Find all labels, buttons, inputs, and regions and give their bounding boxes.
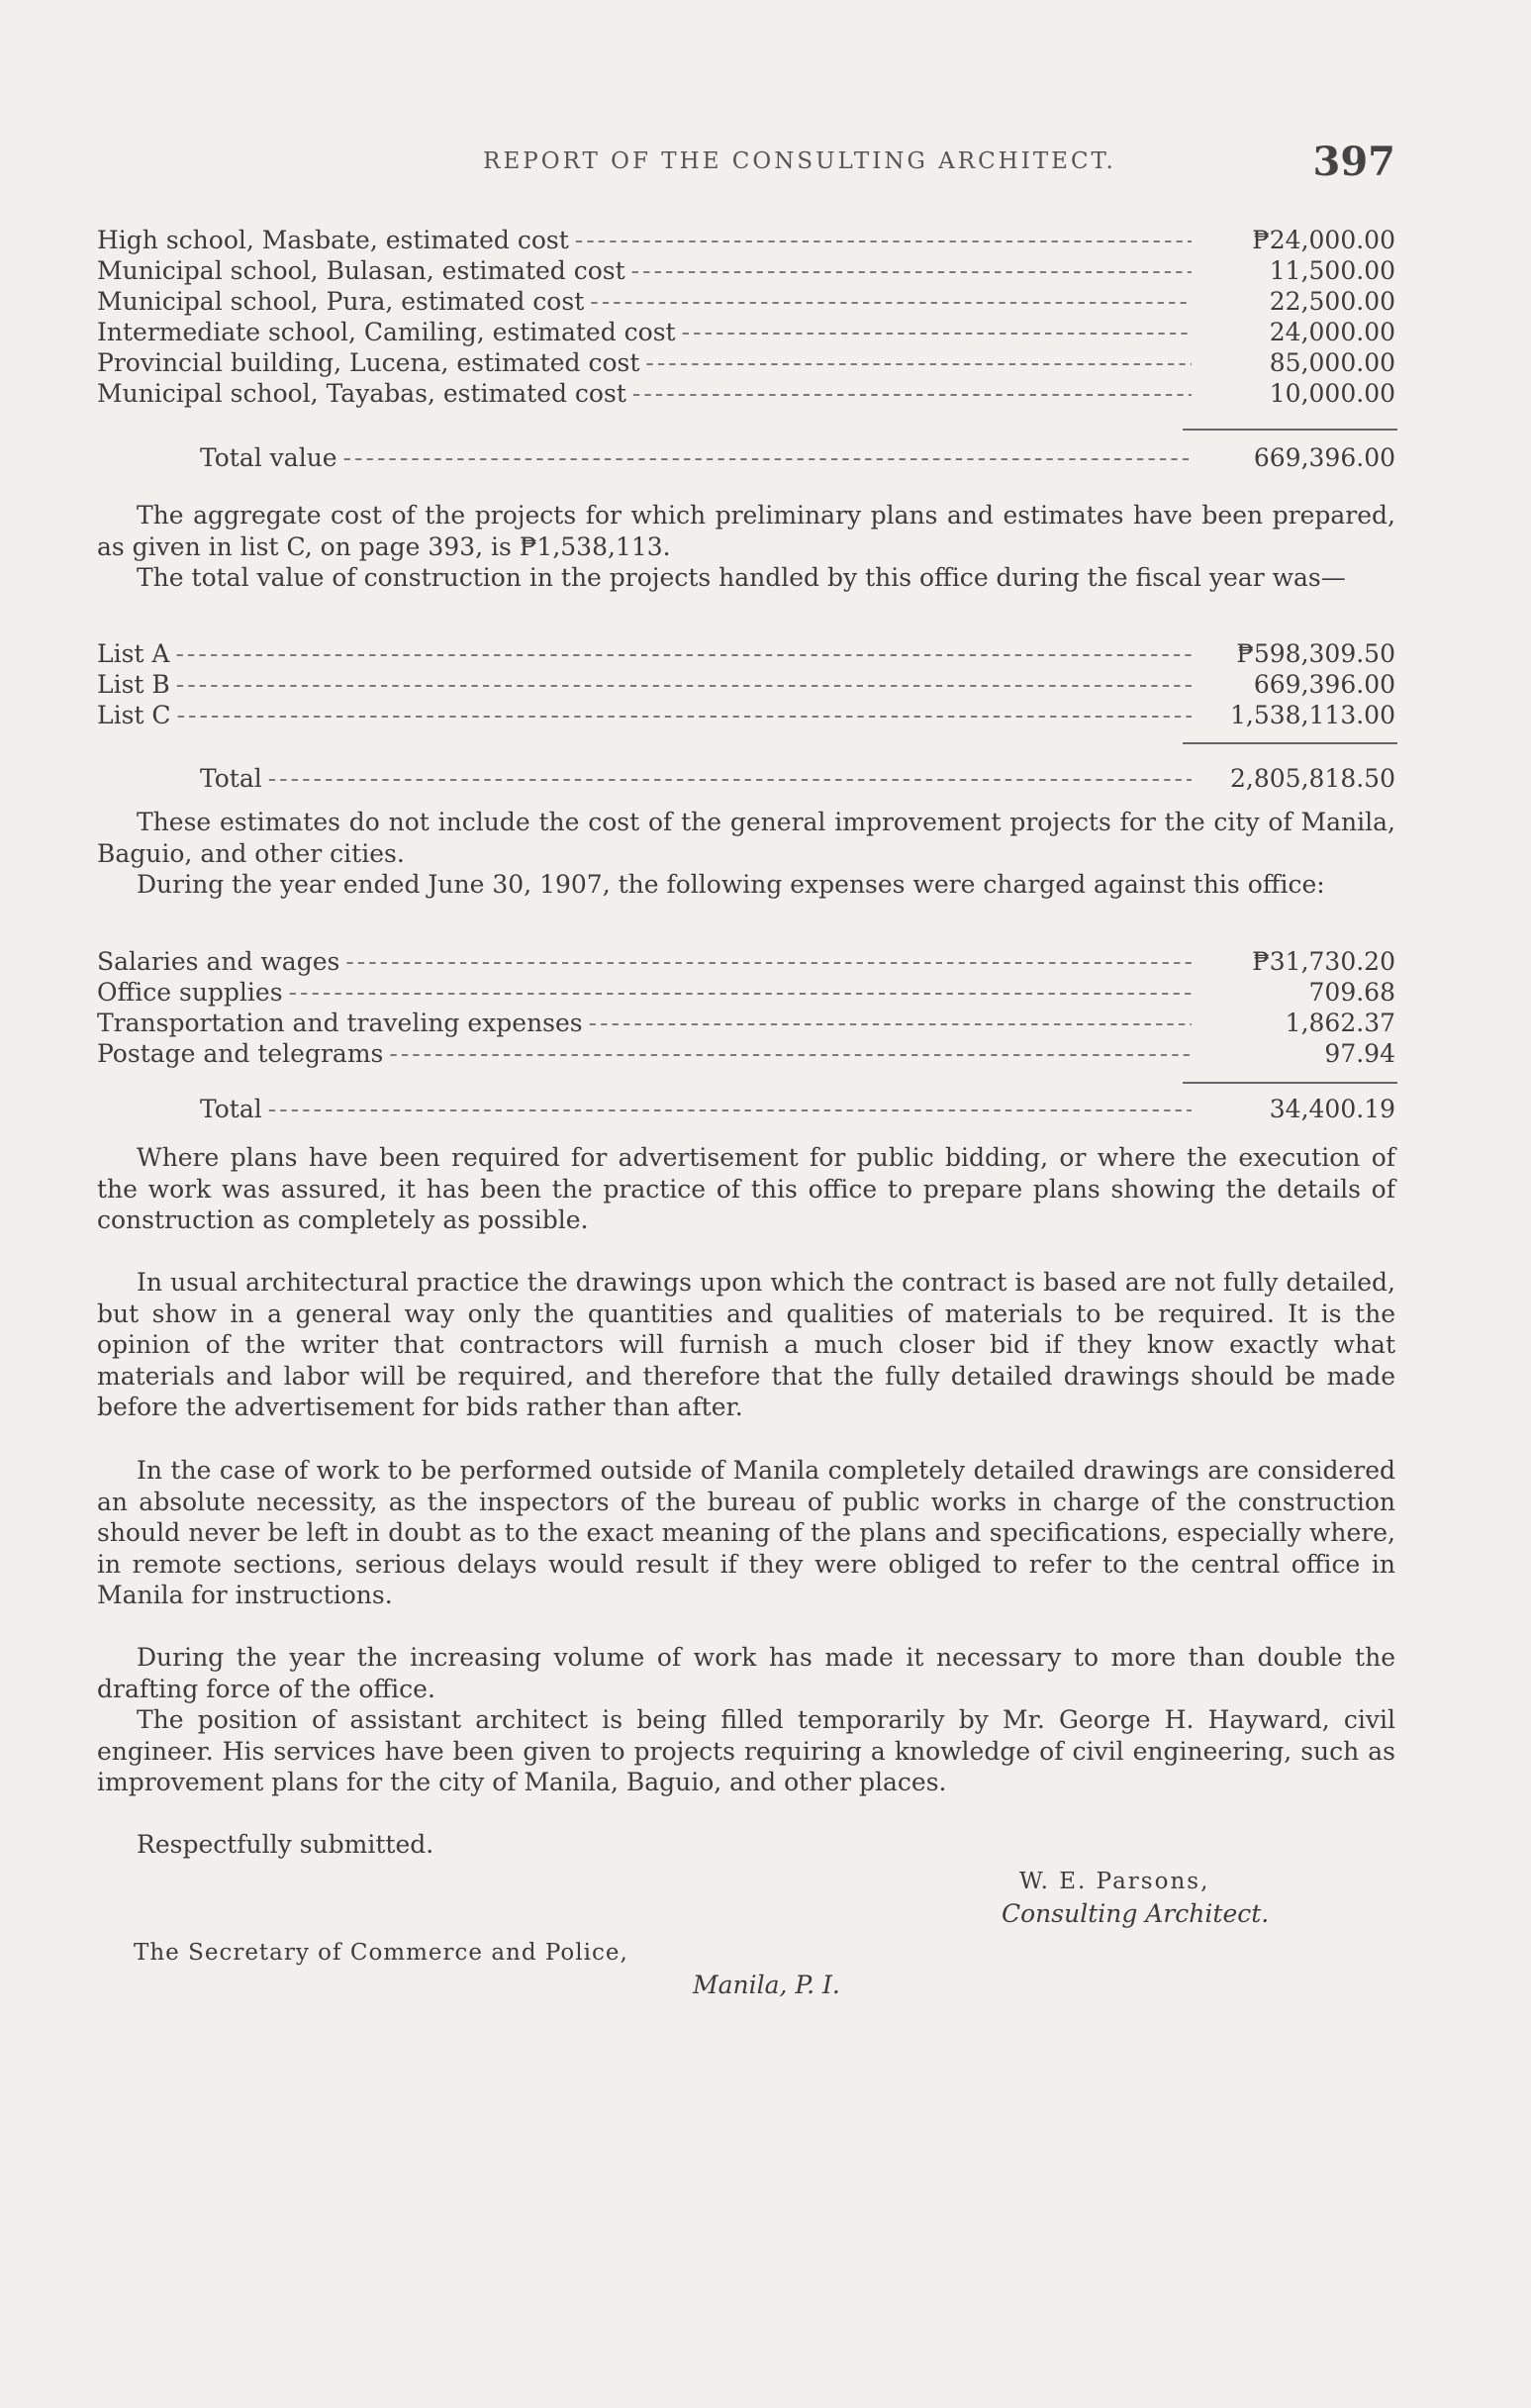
signature-title: Consulting Architect. — [1002, 1899, 1270, 1928]
item-amount: 85,000.00 — [1269, 348, 1395, 377]
table-row — [97, 225, 1395, 255]
signature-name: W. E. Parsons, — [1019, 1869, 1210, 1894]
table-row — [97, 317, 1395, 347]
total-label: Total — [200, 1095, 262, 1123]
item-label: Salaries and wages — [97, 947, 340, 976]
item-label: Postage and telegrams — [97, 1039, 384, 1068]
paragraph-total-intro: The total value of construction in the projects handled by this office during the fiscal year was— — [137, 563, 1346, 592]
table-row — [97, 669, 1395, 700]
item-amount: 709.68 — [1308, 978, 1395, 1007]
page-header — [97, 139, 1395, 198]
item-label: Intermediate school, Camiling, estimated cost — [97, 318, 676, 346]
table-row — [97, 1038, 1395, 1069]
item-label: Municipal school, Bulasan, estimated cost — [97, 256, 625, 285]
running-title: REPORT OF THE CONSULTING ARCHITECT. — [483, 148, 1116, 174]
total-amount: 2,805,818.50 — [1230, 764, 1395, 793]
sum-rule — [1183, 429, 1397, 431]
expenses-total — [97, 1094, 1395, 1124]
list-b-table — [97, 225, 1395, 409]
total-row — [97, 1094, 1395, 1124]
paragraph-aggregate: The aggregate cost of the projects for which preliminary plans and estimates have been prepared, as given in list C, on page 393, is ₱1,538,113. — [97, 501, 1395, 561]
item-label: List A — [97, 639, 170, 668]
paragraph-estimates: These estimates do not include the cost of the general improvement projects for the city of Manila, Baguio, and other cities. — [97, 808, 1395, 868]
paragraph-closing: Respectfully submitted. — [137, 1830, 434, 1859]
table-row — [97, 946, 1395, 977]
item-amount: ₱31,730.20 — [1252, 947, 1395, 976]
summary-table — [97, 638, 1395, 730]
item-amount: 1,862.37 — [1285, 1009, 1395, 1037]
table-row — [97, 286, 1395, 317]
paragraph-drafting: During the year the increasing volume of work has made it necessary to more than double the drafting force of the office. — [97, 1643, 1395, 1703]
sum-rule — [1183, 742, 1397, 744]
paragraph-plans: Where plans have been required for advertisement for public bidding, or where the execution of the work was assured, it has been the practice of this office to prepare plans showing the details of construction as completely as possible. — [97, 1143, 1395, 1234]
item-amount: 10,000.00 — [1269, 379, 1395, 408]
expenses-table — [97, 946, 1395, 1069]
table-row — [97, 1008, 1395, 1038]
item-label: High school, Masbate, estimated cost — [97, 226, 569, 254]
addressee-city: Manila, P. I. — [693, 1971, 840, 1999]
total-amount: 669,396.00 — [1253, 443, 1395, 472]
item-amount: 11,500.00 — [1269, 256, 1395, 285]
total-amount: 34,400.19 — [1269, 1095, 1395, 1123]
item-label: Municipal school, Tayabas, estimated cost — [97, 379, 626, 408]
item-amount: 1,538,113.00 — [1230, 701, 1395, 729]
item-label: Transportation and traveling expenses — [97, 1009, 583, 1037]
item-label: Municipal school, Pura, estimated cost — [97, 287, 585, 316]
addressee-line: The Secretary of Commerce and Police, — [134, 1940, 628, 1966]
summary-total — [97, 763, 1395, 794]
item-amount: 669,396.00 — [1253, 670, 1395, 699]
item-amount: ₱598,309.50 — [1236, 639, 1395, 668]
table-row — [97, 255, 1395, 286]
table-row — [97, 378, 1395, 409]
sum-rule — [1183, 1082, 1397, 1084]
item-label: List B — [97, 670, 170, 699]
table-row — [97, 700, 1395, 730]
item-amount: 22,500.00 — [1269, 287, 1395, 316]
table-row — [97, 977, 1395, 1008]
item-label: Office supplies — [97, 978, 283, 1007]
page-number: 397 — [1312, 139, 1395, 185]
paragraph-outside: In the case of work to be performed outside of Manila completely detailed drawings are considered an absolute necessity, as the inspectors of the bureau of public works in charge of the construction should never be left in doubt as to the exact meaning of the plans and specifications, especially where, in remote sections, serious delays would result if they were obliged to refer to the central office in Manila for instructions. — [97, 1456, 1395, 1609]
paragraph-expenses-intro: During the year ended June 30, 1907, the following expenses were charged against this office: — [137, 870, 1325, 899]
paragraph-practice: In usual architectural practice the drawings upon which the contract is based are not fully detailed, but show in a general way only the quantities and qualities of materials to be required. It is the opinion of the writer that contractors will furnish a much closer bid if they know exactly what materials and labor will be required, and therefore that the fully detailed drawings should be made before the advertisement for bids rather than after. — [97, 1268, 1395, 1421]
table-row — [97, 638, 1395, 669]
item-label: List C — [97, 701, 171, 729]
item-label: Provincial building, Lucena, estimated cost — [97, 348, 640, 377]
total-label: Total value — [200, 443, 337, 472]
item-amount: ₱24,000.00 — [1252, 226, 1395, 254]
item-amount: 24,000.00 — [1269, 318, 1395, 346]
table-row — [97, 347, 1395, 378]
paragraph-assistant: The position of assistant architect is being filled temporarily by Mr. George H. Hayward, civil engineer. His services have been given to projects requiring a knowledge of civil engineering, such as improvement plans for the city of Manila, Baguio, and other places. — [97, 1705, 1395, 1796]
total-label: Total — [200, 764, 262, 793]
total-row — [97, 763, 1395, 794]
item-amount: 97.94 — [1324, 1039, 1395, 1068]
list-b-total — [97, 442, 1395, 473]
total-row — [97, 442, 1395, 473]
